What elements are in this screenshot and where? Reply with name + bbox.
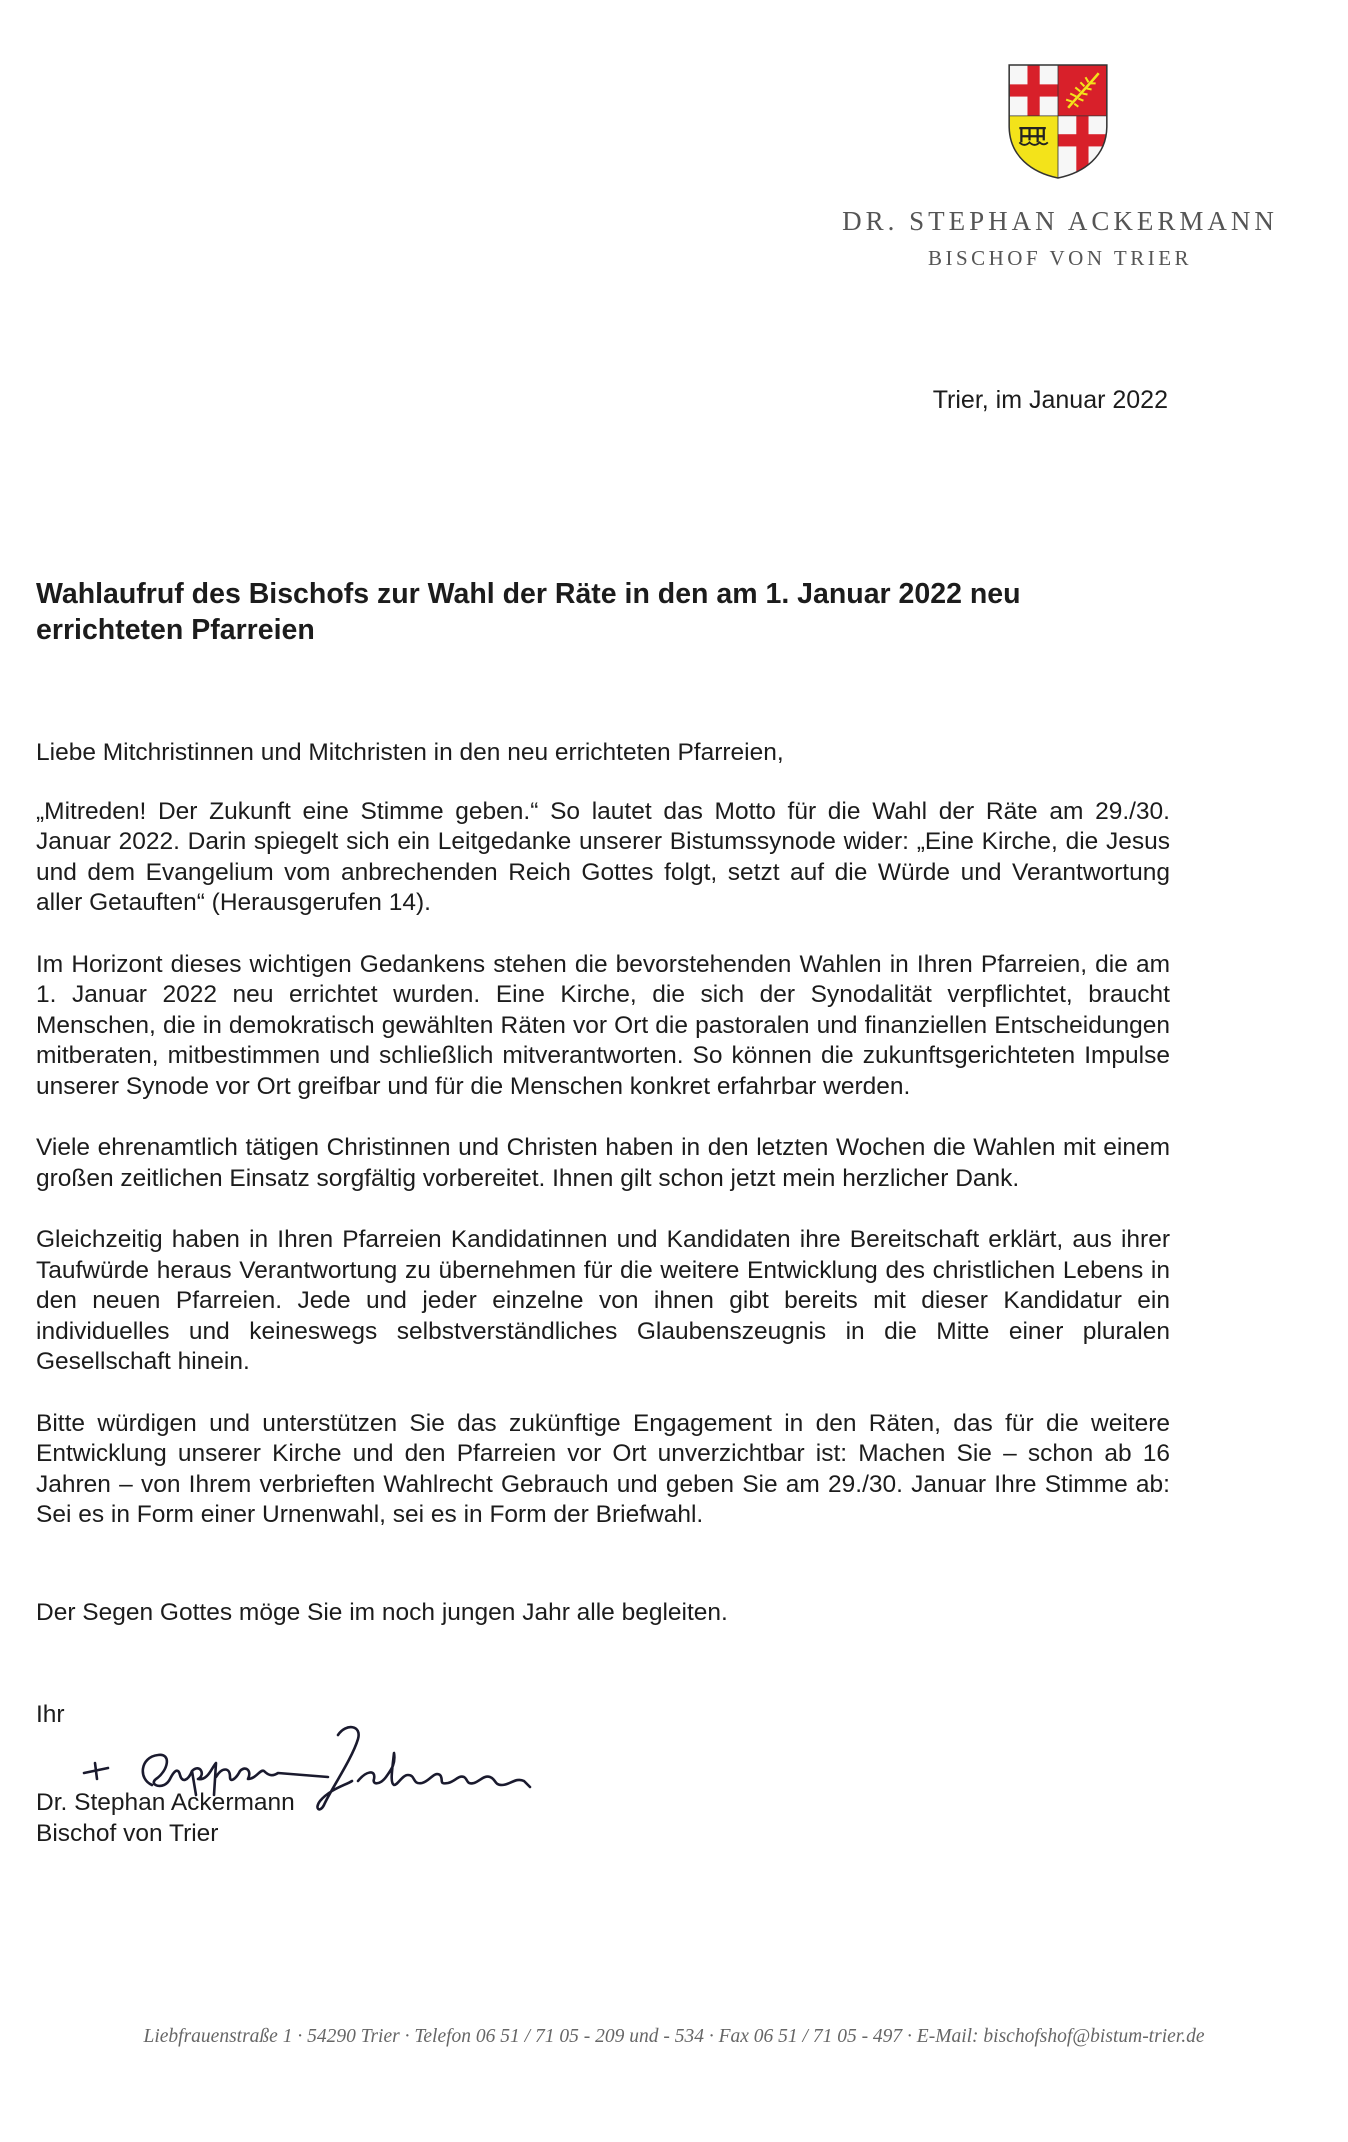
- paragraph-vote-appeal: Bitte würdigen und unterstützen Sie das zukünftige Engagement in den Räten, das für die weitere Entwicklung unserer Kirche und den Pfarreien vor Ort unverzichtbar ist: Machen Sie – schon ab 16 Jahren – von Ihrem verbrieften Wahlrecht Gebrauch und geben Sie am 29./30. Januar Ihre Stimme ab: Sei es in Form einer Urnenwahl, sei es in Form der Briefwahl.: [36, 1409, 1170, 1528]
- letter-subject: Wahlaufruf des Bischofs zur Wahl der Räte in den am 1. Januar 2022 neu errichteten Pfarreien: [36, 578, 1021, 646]
- letterhead-title: BISCHOF VON TRIER: [927, 246, 1193, 270]
- letterhead-name: DR. STEPHAN ACKERMANN: [842, 206, 1278, 236]
- letter-body: [36, 738, 1170, 1562]
- closing-blessing: Der Segen Gottes möge Sie im noch jungen Jahr alle begleiten.: [36, 1599, 728, 1626]
- signatory-title: Bischof von Trier: [36, 1819, 219, 1847]
- paragraph-motto: „Mitreden! Der Zukunft eine Stimme geben.“ So lautet das Motto für die Wahl der Räte am 29./30. Januar 2022. Darin spiegelt sich ein Leitgedanke unserer Bistumssynode wider: „Eine Kirche, die Jesus und dem Evangelium vom anbrechenden Reich Gottes folgt, setzt auf die Würde und Verantwortung aller Getauften“ (Herausgerufen 14).: [36, 797, 1170, 916]
- paragraph-synodality: Im Horizont dieses wichtigen Gedankens stehen die bevorstehenden Wahlen in Ihren Pfarreien, die am 1. Januar 2022 neu errichtet wurden. Eine Kirche, die sich der Synodalität verpflichtet, braucht Menschen, die in demokratisch gewählten Räten vor Ort die pastoralen und finanziellen Entscheidungen mitberaten, mitbestimmen und schließlich mitverantworten. So können die zukunftsgerichteten Impulse unserer Synode vor Ort greifbar und für die Menschen konkret erfahrbar werden.: [36, 950, 1170, 1100]
- salutation: Liebe Mitchristinnen und Mitchristen in den neu errichteten Pfarreien,: [36, 739, 784, 766]
- valediction: Ihr: [36, 1701, 65, 1728]
- paragraph-candidates: Gleichzeitig haben in Ihren Pfarreien Kandidatinnen und Kandidaten ihre Bereitschaft erklärt, aus ihrer Taufwürde heraus Verantwortung zu übernehmen für die weitere Entwicklung des christlichen Lebens in den neuen Pfarreien. Jede und jeder einzelne von ihnen gibt bereits mit dieser Kandidatur ein individuelles und keineswegs selbstverständliches Glaubenszeugnis in die Mitte einer pluralen Gesellschaft hinein.: [36, 1226, 1170, 1375]
- paragraph-thanks: Viele ehrenamtlich tätigen Christinnen und Christen haben in den letzten Wochen die Wahlen mit einem großen zeitlichen Einsatz sorgfältig vorbereitet. Ihnen gilt schon jetzt mein herzlicher Dank.: [36, 1134, 1170, 1192]
- coat-of-arms-logo: [1007, 63, 1109, 180]
- signatory-name: Dr. Stephan Ackermann: [36, 1789, 295, 1816]
- letter-date: Trier, im Januar 2022: [932, 386, 1168, 414]
- signatory-block: [36, 1788, 295, 1849]
- letter-footer-contact: Liebfrauenstraße 1 · 54290 Trier · Telefon 06 51 / 71 05 - 209 und - 534 · Fax 06 51 / 71 05 - 497 · E-Mail: bischofshof@bistum-trier.de: [143, 2026, 1205, 2047]
